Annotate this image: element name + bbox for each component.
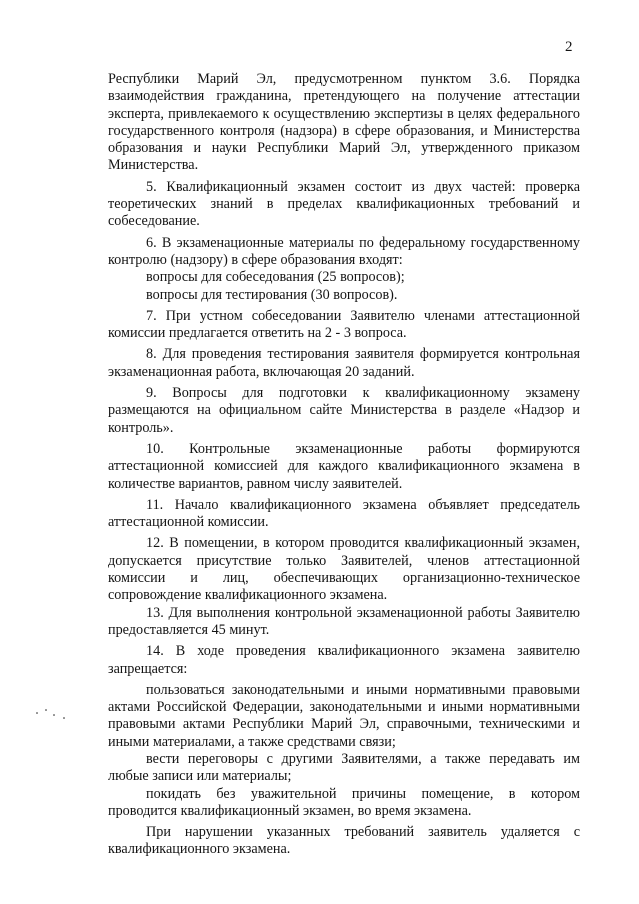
paragraph-continuation: Республики Марий Эл, предусмотренном пунктом 3.6. Порядка взаимодействия гражданина, претендующего на получение аттестации эксперта, привлекаемого к осуществлению экспертизы в целях федерального государственного контроля (надзора) в сфере образования, и Министерства образования и науки Республики Марий Эл, утвержденного приказом Министерства. <box>108 71 580 174</box>
page-number: 2 <box>565 39 573 55</box>
paragraph-item-10: 10. Контрольные экзаменационные работы формируются аттестационной комиссией для каждого квалификационного экзамена в количестве вариантов, равном числу заявителей. <box>108 440 580 492</box>
list-item-interview-questions: вопросы для собеседования (25 вопросов); <box>146 269 405 286</box>
prohibition-item-materials: пользоваться законодательными и иными нормативными правовыми актами Российской Федерации, законодательными и иными нормативными правовыми актами Республики Марий Эл, справочными, техническими и иными материалами, а также средствами связи; <box>108 681 580 750</box>
paragraph-item-12: 12. В помещении, в котором проводится квалификационный экзамен, допускается присутствие только Заявителей, членов аттестационной комиссии и лиц, обеспечивающих организационно-техническое сопровождение квалификационного экзамена. <box>108 535 580 604</box>
paragraph-item-5: 5. Квалификационный экзамен состоит из двух частей: проверка теоретических знаний в пределах квалификационных требований и собеседование. <box>108 178 580 230</box>
paragraph-item-11: 11. Начало квалификационного экзамена объявляет председатель аттестационной комиссии. <box>108 496 580 531</box>
paragraph-item-14: 14. В ходе проведения квалификационного экзамена заявителю запрещается: <box>108 643 580 677</box>
list-item-test-questions: вопросы для тестирования (30 вопросов). <box>146 286 398 303</box>
document-body <box>108 71 580 863</box>
paragraph-item-6: 6. В экзаменационные материалы по федеральному государственному контролю (надзору) в сфере образования входят: <box>108 234 580 268</box>
paragraph-item-13: 13. Для выполнения контрольной экзаменационной работы Заявителю предоставляется 45 минут. <box>108 604 580 638</box>
scan-artifact-dots <box>36 706 76 720</box>
paragraph-violation-removal: При нарушении указанных требований заявитель удаляется с квалификационного экзамена. <box>108 824 580 858</box>
prohibition-item-leaving: покидать без уважительной причины помещение, в котором проводится квалификационный экзамен, во время экзамена. <box>108 785 580 819</box>
paragraph-item-8: 8. Для проведения тестирования заявителя формируется контрольная экзаменационная работа, включающая 20 заданий. <box>108 346 580 380</box>
paragraph-item-7: 7. При устном собеседовании Заявителю членами аттестационной комиссии предлагается ответить на 2 - 3 вопроса. <box>108 307 580 342</box>
paragraph-item-9: 9. Вопросы для подготовки к квалификационному экзамену размещаются на официальном сайте Министерства в разделе «Надзор и контроль». <box>108 385 580 436</box>
prohibition-item-communication: вести переговоры с другими Заявителями, а также передавать им любые записи или материалы; <box>108 750 580 785</box>
